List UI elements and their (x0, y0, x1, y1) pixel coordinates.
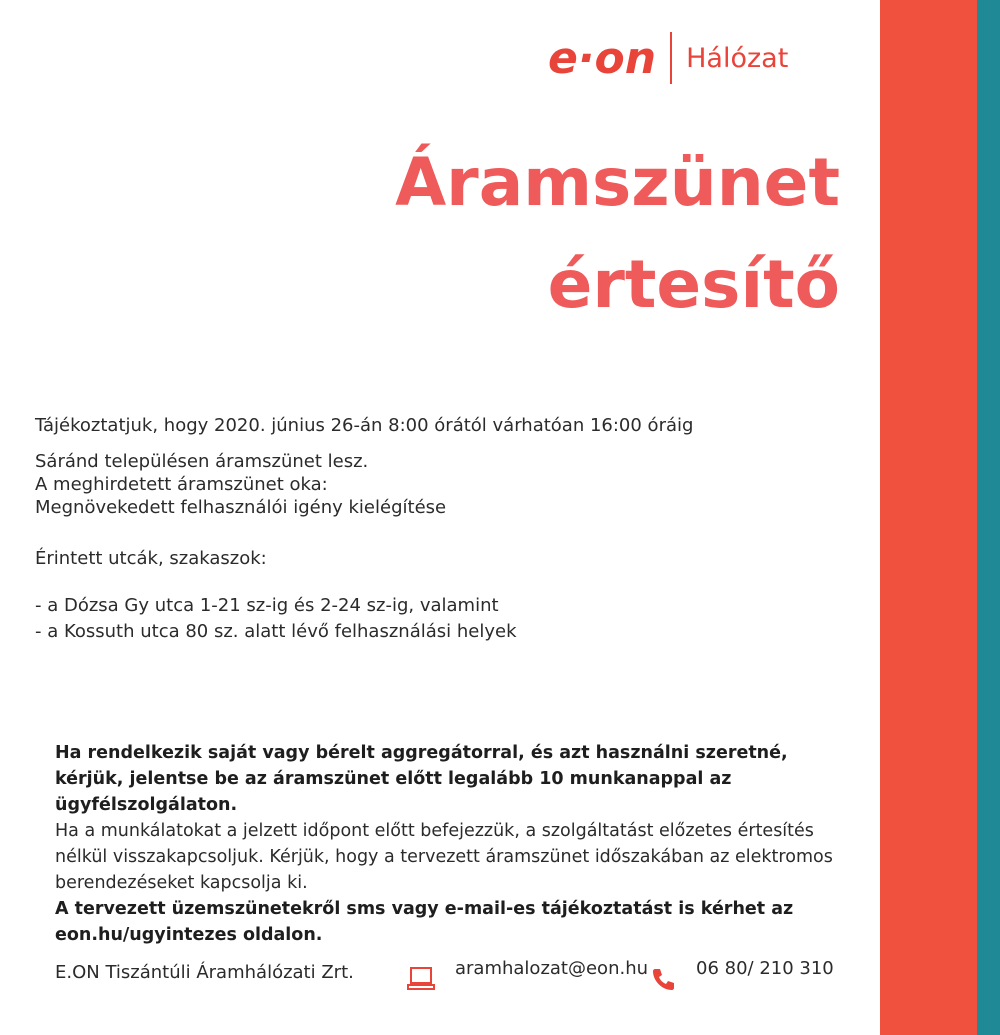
outage-details (35, 450, 446, 519)
laptop-icon (407, 966, 435, 996)
footer-company: E.ON Tiszántúli Áramhálózati Zrt. (55, 962, 354, 983)
outage-intro: Tájékoztatjuk, hogy 2020. június 26-án 8:00 órától várhatóan 16:00 óráig (35, 415, 694, 436)
notice-subscribe-text: A tervezett üzemszünetekről sms vagy e-mail-es tájékoztatást is kérhet az eon.hu/ugyintezes oldalon. (55, 899, 794, 945)
streets-list (35, 593, 517, 645)
streets-heading: Érintett utcák, szakaszok: (35, 548, 267, 569)
logo-network-label: Hálózat (686, 42, 789, 74)
page-title-line2: értesítő (547, 246, 840, 323)
phone-icon (650, 966, 676, 996)
outage-reason-label: A meghirdetett áramszünet oka: (35, 474, 328, 495)
list-item: - a Dózsa Gy utca 1-21 sz-ig és 2-24 sz-ig, valamint (35, 595, 499, 616)
notice-block (55, 740, 855, 948)
footer-phone[interactable]: 06 80/ 210 310 (696, 958, 834, 979)
outage-reason: Megnövekedett felhasználói igény kielégítése (35, 497, 447, 518)
red-side-stripe (880, 0, 977, 1035)
list-item: - a Kossuth utca 80 sz. alatt lévő felhasználási helyek (35, 621, 517, 642)
eon-logo (548, 28, 788, 88)
notice-generator-text: Ha rendelkezik saját vagy bérelt aggregátorral, és azt használni szeretné, kérjük, jelentse be az áramszünet előtt legalább 10 munkanappal az ügyfélszolgálaton. (55, 743, 788, 815)
logo-brand: e·on (548, 32, 657, 84)
teal-side-stripe (977, 0, 1000, 1035)
logo-divider (670, 32, 672, 84)
footer-email[interactable]: aramhalozat@eon.hu (455, 958, 649, 979)
outage-location: Sáránd településen áramszünet lesz. (35, 451, 369, 472)
page-title-line1: Áramszünet (395, 144, 840, 221)
notice-reconnect-text: Ha a munkálatokat a jelzett időpont előtt befejezzük, a szolgáltatást előzetes értesítés nélkül visszakapcsoljuk. Kérjük, hogy a tervezett áramszünet időszakában az elektromos berendezéseket kapcsolja ki. (55, 821, 833, 893)
